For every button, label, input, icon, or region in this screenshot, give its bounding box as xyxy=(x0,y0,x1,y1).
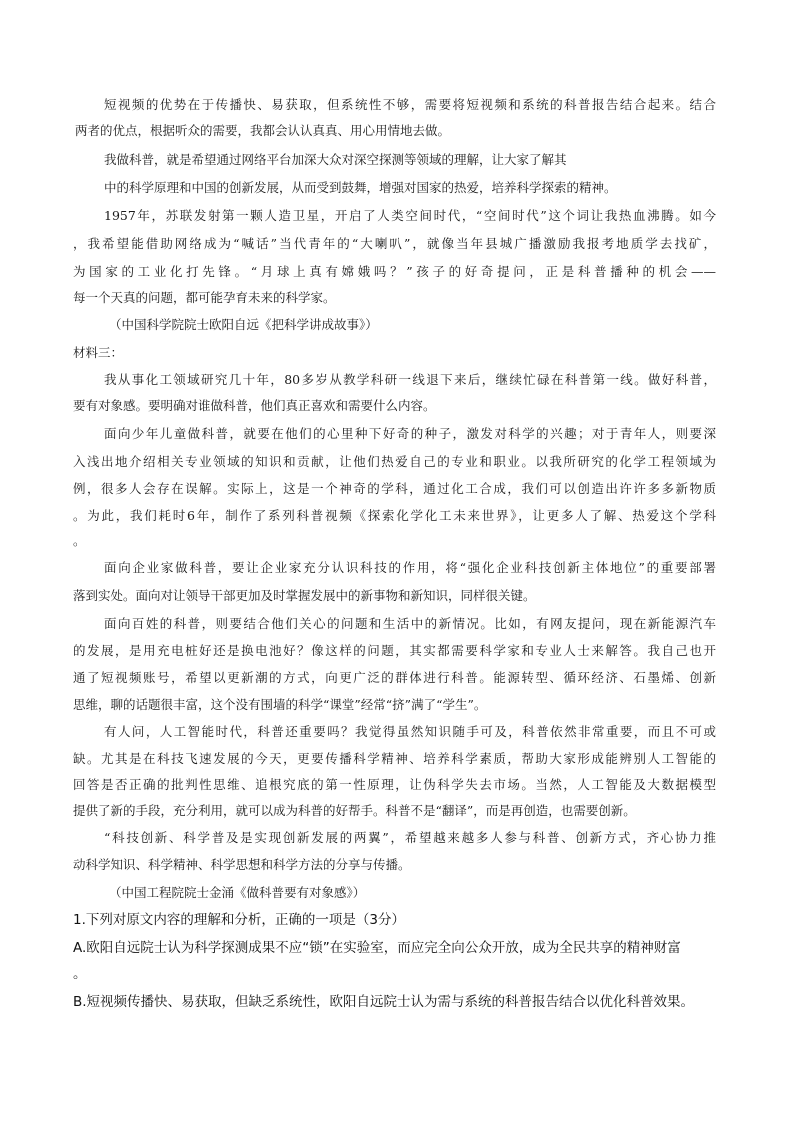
text-line: 。为此，我们耗时6年，制作了系列科普视频《探索化学化工未来世界》，让更多人了解、热爱这个学科 xyxy=(73,508,716,523)
text-line: ，我希望能借助网络成为“喊话”当代青年的“大喇叭”，就像当年县城广播激励我报考地质学去找矿， xyxy=(73,236,716,251)
question-stem: 1.下列对原文内容的理解和分析，正确的一项是（3分） xyxy=(73,912,405,928)
text-line: 面向百姓的科普，则要结合他们关心的问题和生活中的新情况。比如，有网友提问，现在新能源汽车 xyxy=(104,616,716,631)
text-line: 入浅出地介绍相关专业领域的知识和贡献，让他们热爱自己的专业和职业。以我所研究的化学工程领域为 xyxy=(73,454,716,469)
option-a-continuation: 。 xyxy=(73,966,87,982)
text-line: 每一个天真的问题，都可能孕育未来的科学家。 xyxy=(73,290,336,305)
text-line: 面向企业家做科普，要让企业家充分认识科技的作用，将“强化企业科技创新主体地位”的重要部署 xyxy=(104,560,716,575)
option-b: B.短视频传播快、易获取，但缺乏系统性，欧阳自远院士认为需与系统的科普报告结合以优化科普效果。 xyxy=(73,994,695,1010)
section-heading: 材料三： xyxy=(73,345,124,360)
text-line: 两者的优点，根据听众的需要，我都会认认真真、用心用情地去做。 xyxy=(75,123,451,138)
text-line: 短视频的优势在于传播快、易获取，但系统性不够，需要将短视频和系统的科普报告结合起来。结合 xyxy=(104,97,716,112)
option-a: A.欧阳自远院士认为科学探测成果不应“锁”在实验室，而应完全向公众开放，成为全民共享的精神财富 xyxy=(73,940,681,956)
text-line: 通了短视频账号，希望以更新潮的方式，向更广泛的群体进行科普。能源转型、循环经济、石墨烯、创新 xyxy=(73,670,716,685)
source-citation: （中国科学院院士欧阳自远《把科学讲成故事》） xyxy=(109,317,378,332)
source-citation: （中国工程院院士金涌《做科普要有对象感》） xyxy=(109,885,366,900)
text-line: 落到实处。面向对让领导干部更加及时掌握发展中的新事物和新知识，同样很关键。 xyxy=(73,588,536,603)
text-line: 提供了新的手段，充分利用，就可以成为科普的好帮手。科普不是“翻译”，而是再创造，也需要创新。 xyxy=(73,803,636,818)
text-line: 思维，聊的话题很丰富，这个没有围墙的科学“课堂”经常“挤”满了“学生”。 xyxy=(73,697,487,712)
text-line: 面向少年儿童做科普，就要在他们的心里种下好奇的种子，激发对科学的兴趣；对于青年人，则要深 xyxy=(104,426,716,441)
text-line: 1957年，苏联发射第一颗人造卫星，开启了人类空间时代，“空间时代”这个词让我热血沸腾。如今 xyxy=(104,208,716,223)
text-line: 我从事化工领域研究几十年，80多岁从教学科研一线退下来后，继续忙碌在科普第一线。做好科普， xyxy=(104,372,716,387)
text-line: 要有对象感。要明确对谁做科普，他们真正喜欢和需要什么内容。 xyxy=(73,398,436,413)
text-line: 。 xyxy=(73,533,86,548)
text-line: 例，很多人会存在误解。实际上，这是一个神奇的学科，通过化工合成，我们可以创造出许许多多新物质 xyxy=(73,481,716,496)
text-line: 为国家的工业化打先锋。“月球上真有嫦娥吗？”孩子的好奇提问，正是科普播种的机会—— xyxy=(73,264,716,279)
text-line: 中的科学原理和中国的创新发展，从而受到鼓舞，增强对国家的热爱，培养科学探索的精神。 xyxy=(104,180,617,195)
text-line: 回答是否正确的批判性思维、追根究底的第一性原理，让伪科学失去市场。当然，人工智能及大数据模型 xyxy=(73,777,716,792)
text-line: 我做科普，就是希望通过网络平台加深大众对深空探测等领域的理解，让大家了解其 xyxy=(104,152,567,167)
text-line: “科技创新、科学普及是实现创新发展的两翼”，希望越来越多人参与科普、创新方式，齐心协力推 xyxy=(104,830,716,845)
text-line: 有人问，人工智能时代，科普还重要吗？我觉得虽然知识随手可及，科普依然非常重要，而且不可或 xyxy=(104,724,716,739)
text-line: 动科学知识、科学精神、科学思想和科学方法的分享与传播。 xyxy=(73,857,411,872)
text-line: 的发展，是用充电桩好还是换电池好？像这样的问题，其实都需要科学家和专业人士来解答。我自己也开 xyxy=(73,643,716,658)
text-line: 缺。尤其是在科技飞速发展的今天，更要传播科学精神、培养科学素质，帮助大家形成能辨别人工智能的 xyxy=(73,751,716,766)
